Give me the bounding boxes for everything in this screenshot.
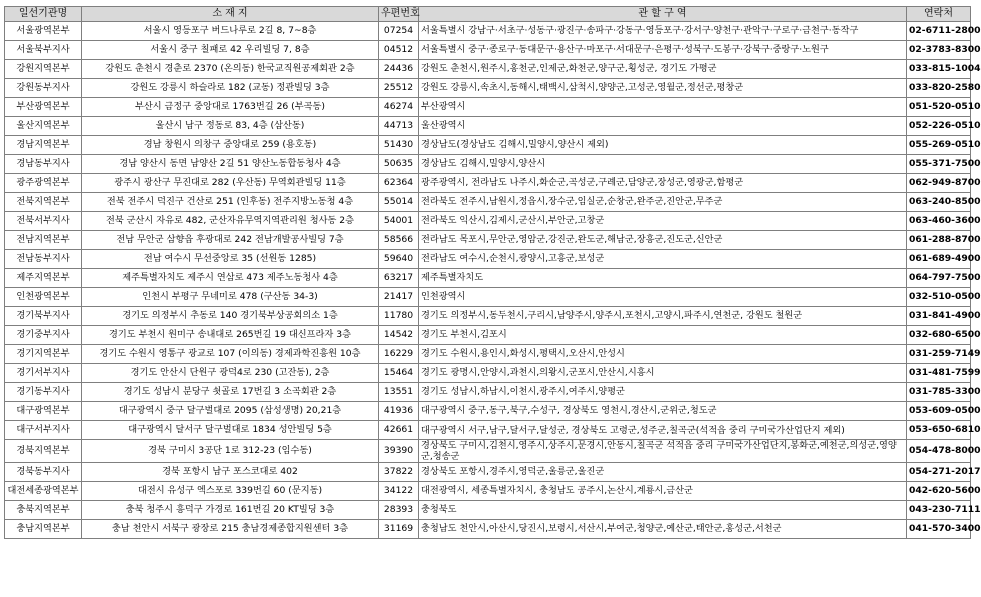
zip-cell: 50635 xyxy=(379,155,419,174)
zip-cell: 44713 xyxy=(379,117,419,136)
office-name-cell: 경기북부지사 xyxy=(5,307,82,326)
office-name-cell: 경북지역본부 xyxy=(5,440,82,463)
table-row xyxy=(5,231,971,250)
table-row xyxy=(5,60,971,79)
zip-cell: 41936 xyxy=(379,402,419,421)
zip-cell: 16229 xyxy=(379,345,419,364)
area-cell: 대전광역시, 세종특별자치시, 충청남도 공주시,논산시,계룡시,금산군 xyxy=(419,482,907,501)
area-cell: 강원도 강릉시,속초시,동해시,태백시,삼척시,양양군,고성군,영월군,정선군,평창군 xyxy=(419,79,907,98)
area-cell: 강원도 춘천시,원주시,홍천군,인제군,화천군,양구군,횡성군, 경기도 가평군 xyxy=(419,60,907,79)
address-cell: 경남 양산시 동면 남양산 2길 51 양산노동합동청사 4층 xyxy=(82,155,379,174)
office-name-cell: 충북지역본부 xyxy=(5,501,82,520)
tel-cell: 055-269-0510 xyxy=(907,136,971,155)
office-name-cell: 전북지역본부 xyxy=(5,193,82,212)
office-name-cell: 경기중부지사 xyxy=(5,326,82,345)
tel-cell: 033-815-1004 xyxy=(907,60,971,79)
office-name-cell: 경남동부지사 xyxy=(5,155,82,174)
office-name-cell: 강원동부지사 xyxy=(5,79,82,98)
tel-cell: 063-460-3600 xyxy=(907,212,971,231)
table-row xyxy=(5,193,971,212)
tel-cell: 031-841-4900 xyxy=(907,307,971,326)
tel-cell: 031-785-3300 xyxy=(907,383,971,402)
table-row xyxy=(5,501,971,520)
table-row xyxy=(5,212,971,231)
zip-cell: 28393 xyxy=(379,501,419,520)
tel-cell: 062-949-8700 xyxy=(907,174,971,193)
office-name-cell: 전남지역본부 xyxy=(5,231,82,250)
area-cell: 경상북도 구미시,김천시,영주시,상주시,문경시,안동시,칠곡군 석적읍 중리 구미국가산업단지,봉화군,예천군,의성군,영양군,청송군 xyxy=(419,440,907,463)
address-cell: 울산시 남구 정동로 83, 4층 (삼산동) xyxy=(82,117,379,136)
table-row xyxy=(5,136,971,155)
area-cell: 인천광역시 xyxy=(419,288,907,307)
tel-cell: 032-510-0500 xyxy=(907,288,971,307)
address-cell: 경기도 안산시 단원구 광덕4로 230 (고잔동), 2층 xyxy=(82,364,379,383)
tel-cell: 064-797-7500 xyxy=(907,269,971,288)
office-name-cell: 전남동부지사 xyxy=(5,250,82,269)
area-cell: 전라남도 목포시,무안군,영암군,강진군,완도군,해남군,장흥군,진도군,신안군 xyxy=(419,231,907,250)
area-cell: 전라북도 전주시,남원시,정읍시,장수군,임실군,순창군,완주군,진안군,무주군 xyxy=(419,193,907,212)
table-row xyxy=(5,520,971,539)
zip-cell: 39390 xyxy=(379,440,419,463)
tel-cell: 054-271-2017 xyxy=(907,463,971,482)
zip-cell: 31169 xyxy=(379,520,419,539)
office-name-cell: 경남지역본부 xyxy=(5,136,82,155)
tel-cell: 055-371-7500 xyxy=(907,155,971,174)
header-area: 관 할 구 역 xyxy=(419,7,907,22)
address-cell: 강원도 춘천시 경춘로 2370 (온의동) 한국교직원공제회관 2층 xyxy=(82,60,379,79)
address-cell: 경기도 성남시 분당구 쇳골로 17번길 3 소곡회관 2층 xyxy=(82,383,379,402)
zip-cell: 51430 xyxy=(379,136,419,155)
office-name-cell: 대전세종광역본부 xyxy=(5,482,82,501)
area-cell: 광주광역시, 전라남도 나주시,화순군,곡성군,구례군,담양군,장성군,영광군,함평군 xyxy=(419,174,907,193)
zip-cell: 63217 xyxy=(379,269,419,288)
header-office-name: 일선기관명 xyxy=(5,7,82,22)
tel-cell: 02-6711-2800 xyxy=(907,22,971,41)
office-name-cell: 부산광역본부 xyxy=(5,98,82,117)
table-row xyxy=(5,383,971,402)
tel-cell: 043-230-7111 xyxy=(907,501,971,520)
zip-cell: 04512 xyxy=(379,41,419,60)
zip-cell: 37822 xyxy=(379,463,419,482)
area-cell: 경상북도 포항시,경주시,영덕군,울릉군,울진군 xyxy=(419,463,907,482)
table-row xyxy=(5,402,971,421)
zip-cell: 55014 xyxy=(379,193,419,212)
area-cell: 부산광역시 xyxy=(419,98,907,117)
address-cell: 서울시 중구 칠패로 42 우리빌딩 7, 8층 xyxy=(82,41,379,60)
tel-cell: 031-481-7599 xyxy=(907,364,971,383)
zip-cell: 42661 xyxy=(379,421,419,440)
area-cell: 충청북도 xyxy=(419,501,907,520)
address-cell: 서울시 영등포구 버드나루로 2길 8, 7~8층 xyxy=(82,22,379,41)
office-name-cell: 인천광역본부 xyxy=(5,288,82,307)
header-row xyxy=(5,7,971,22)
zip-cell: 59640 xyxy=(379,250,419,269)
table-row xyxy=(5,288,971,307)
area-cell: 서울특별시 중구·종로구·동대문구·용산구·마포구·서대문구·은평구·성북구·도봉구·강북구·중랑구·노원구 xyxy=(419,41,907,60)
office-name-cell: 제주지역본부 xyxy=(5,269,82,288)
table-row xyxy=(5,269,971,288)
address-cell: 전북 전주시 덕진구 건산로 251 (인후동) 전주지방노동청 4층 xyxy=(82,193,379,212)
zip-cell: 15464 xyxy=(379,364,419,383)
address-cell: 대구광역시 달서구 달구벌대로 1834 성안빌딩 5층 xyxy=(82,421,379,440)
address-cell: 전남 여수시 무선중앙로 35 (선원동 1285) xyxy=(82,250,379,269)
header-zip: 우편번호 xyxy=(379,7,419,22)
address-cell: 경기도 의정부시 추동로 140 경기북부상공회의소 1층 xyxy=(82,307,379,326)
address-cell: 경북 구미시 3공단 1로 312-23 (임수동) xyxy=(82,440,379,463)
tel-cell: 061-689-4900 xyxy=(907,250,971,269)
table-row xyxy=(5,174,971,193)
office-name-cell: 강원지역본부 xyxy=(5,60,82,79)
tel-cell: 02-3783-8300 xyxy=(907,41,971,60)
area-cell: 경기도 의정부시,동두천시,구리시,남양주시,양주시,포천시,고양시,파주시,연천군, 강원도 철원군 xyxy=(419,307,907,326)
area-cell: 충청남도 천안시,아산시,당진시,보령시,서산시,부여군,청양군,예산군,태안군,홍성군,서천군 xyxy=(419,520,907,539)
office-name-cell: 서울북부지사 xyxy=(5,41,82,60)
tel-cell: 061-288-8700 xyxy=(907,231,971,250)
office-directory xyxy=(4,6,981,539)
address-cell: 인천시 부평구 무네미로 478 (구산동 34-3) xyxy=(82,288,379,307)
office-name-cell: 충남지역본부 xyxy=(5,520,82,539)
address-cell: 강원도 강릉시 하슬라로 182 (교동) 정관빌딩 3층 xyxy=(82,79,379,98)
tel-cell: 052-226-0510 xyxy=(907,117,971,136)
address-cell: 전남 무안군 삼향읍 후광대로 242 전남개발공사빌딩 7층 xyxy=(82,231,379,250)
table-row xyxy=(5,98,971,117)
office-name-cell: 대구광역본부 xyxy=(5,402,82,421)
header-tel: 연락처 xyxy=(907,7,971,22)
zip-cell: 62364 xyxy=(379,174,419,193)
address-cell: 경북 포항시 남구 포스코대로 402 xyxy=(82,463,379,482)
tel-cell: 053-609-0500 xyxy=(907,402,971,421)
zip-cell: 54001 xyxy=(379,212,419,231)
zip-cell: 13551 xyxy=(379,383,419,402)
table-body xyxy=(5,22,981,539)
zip-cell: 25512 xyxy=(379,79,419,98)
header-address: 소 재 지 xyxy=(82,7,379,22)
zip-cell: 24436 xyxy=(379,60,419,79)
office-name-cell: 경북동부지사 xyxy=(5,463,82,482)
area-cell: 전라남도 여수시,순천시,광양시,고흥군,보성군 xyxy=(419,250,907,269)
area-cell: 경기도 수원시,용인시,화성시,평택시,오산시,안성시 xyxy=(419,345,907,364)
area-cell: 경기도 광명시,안양시,과천시,의왕시,군포시,안산시,시흥시 xyxy=(419,364,907,383)
office-name-cell: 경기지역본부 xyxy=(5,345,82,364)
office-name-cell: 광주광역본부 xyxy=(5,174,82,193)
zip-cell: 58566 xyxy=(379,231,419,250)
area-cell: 경상남도 김해시,밀양시,양산시 xyxy=(419,155,907,174)
area-cell: 대구광역시 중구,동구,북구,수성구, 경상북도 영천시,경산시,군위군,청도군 xyxy=(419,402,907,421)
table-row xyxy=(5,307,971,326)
address-cell: 경기도 수원시 영통구 광교로 107 (이의동) 경제과학진흥원 10층 xyxy=(82,345,379,364)
zip-cell: 07254 xyxy=(379,22,419,41)
table-row xyxy=(5,250,971,269)
tel-cell: 054-478-8000 xyxy=(907,440,971,463)
table-row xyxy=(5,41,971,60)
table-row xyxy=(5,440,971,463)
office-directory-table xyxy=(4,6,981,539)
office-name-cell: 대구서부지사 xyxy=(5,421,82,440)
tel-cell: 032-680-6500 xyxy=(907,326,971,345)
office-name-cell: 전북서부지사 xyxy=(5,212,82,231)
address-cell: 전북 군산시 자유로 482, 군산자유무역지역관리원 청사동 2층 xyxy=(82,212,379,231)
area-cell: 경기도 성남시,하남시,이천시,광주시,여주시,양평군 xyxy=(419,383,907,402)
area-cell: 경기도 부천시,김포시 xyxy=(419,326,907,345)
table-row xyxy=(5,22,971,41)
address-cell: 광주시 광산구 무진대로 282 (우산동) 무역회관빌딩 11층 xyxy=(82,174,379,193)
area-cell: 경상남도(경상남도 김해시,밀양시,양산시 제외) xyxy=(419,136,907,155)
tel-cell: 053-650-6810 xyxy=(907,421,971,440)
tel-cell: 042-620-5600 xyxy=(907,482,971,501)
zip-cell: 21417 xyxy=(379,288,419,307)
office-name-cell: 경기서부지사 xyxy=(5,364,82,383)
address-cell: 대전시 유성구 엑스포로 339번길 60 (문지동) xyxy=(82,482,379,501)
zip-cell: 34122 xyxy=(379,482,419,501)
table-row xyxy=(5,364,971,383)
table-row xyxy=(5,482,971,501)
area-cell: 대구광역시 서구,남구,달서구,달성군, 경상북도 고령군,성주군,칠곡군(석적읍 중리 구미국가산업단지 제외) xyxy=(419,421,907,440)
area-cell: 울산광역시 xyxy=(419,117,907,136)
address-cell: 충북 청주시 흥덕구 가경로 161번길 20 KT빌딩 3층 xyxy=(82,501,379,520)
tel-cell: 041-570-3400 xyxy=(907,520,971,539)
office-name-cell: 경기동부지사 xyxy=(5,383,82,402)
tel-cell: 063-240-8500 xyxy=(907,193,971,212)
area-cell: 전라북도 익산시,김제시,군산시,부안군,고창군 xyxy=(419,212,907,231)
table-row xyxy=(5,117,971,136)
table-row xyxy=(5,463,971,482)
address-cell: 경기도 부천시 원미구 송내대로 265번길 19 대신프라자 3층 xyxy=(82,326,379,345)
table-row xyxy=(5,326,971,345)
zip-cell: 14542 xyxy=(379,326,419,345)
zip-cell: 11780 xyxy=(379,307,419,326)
address-cell: 충남 천안시 서북구 광장로 215 충남경제종합지원센터 3층 xyxy=(82,520,379,539)
tel-cell: 033-820-2580 xyxy=(907,79,971,98)
table-row xyxy=(5,345,971,364)
address-cell: 제주특별자치도 제주시 연삼로 473 제주노동청사 4층 xyxy=(82,269,379,288)
table-row xyxy=(5,79,971,98)
area-cell: 서울특별시 강남구·서초구·성동구·광진구·송파구·강동구·영등포구·강서구·양천구·관악구·구로구·금천구·동작구 xyxy=(419,22,907,41)
tel-cell: 031-259-7149 xyxy=(907,345,971,364)
address-cell: 부산시 금정구 중앙대로 1763번길 26 (부곡동) xyxy=(82,98,379,117)
address-cell: 대구광역시 중구 달구벌대로 2095 (삼성생명) 20,21층 xyxy=(82,402,379,421)
office-name-cell: 울산지역본부 xyxy=(5,117,82,136)
address-cell: 경남 창원시 의창구 중앙대로 259 (용호동) xyxy=(82,136,379,155)
table-row xyxy=(5,421,971,440)
table-row xyxy=(5,155,971,174)
area-cell: 제주특별자치도 xyxy=(419,269,907,288)
zip-cell: 46274 xyxy=(379,98,419,117)
office-name-cell: 서울광역본부 xyxy=(5,22,82,41)
tel-cell: 051-520-0510 xyxy=(907,98,971,117)
